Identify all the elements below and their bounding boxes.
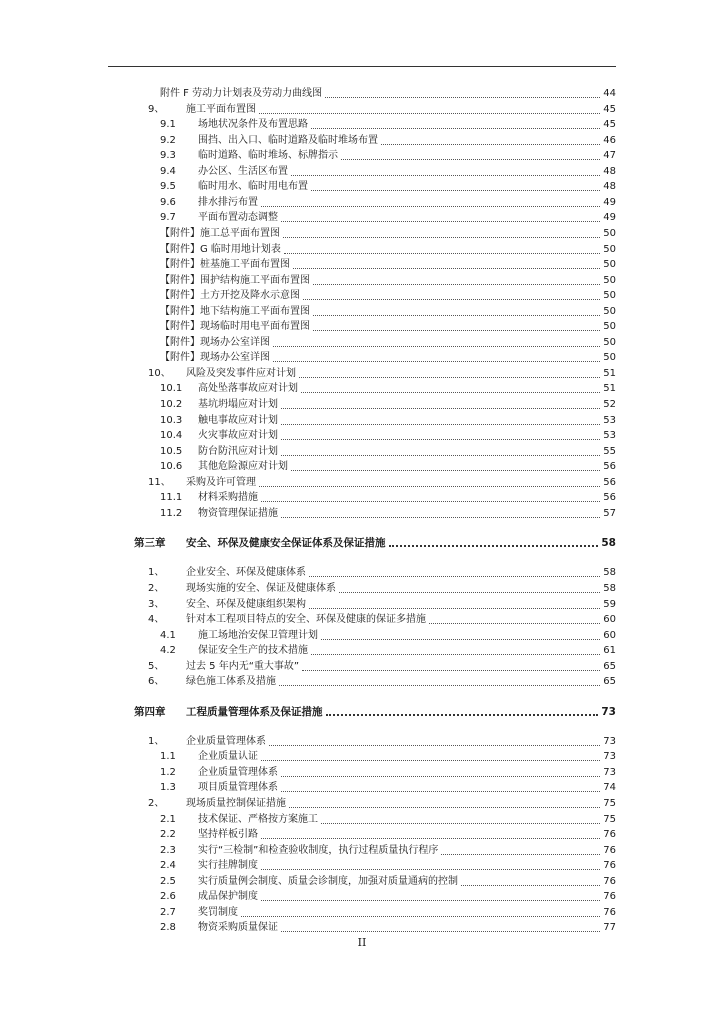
toc-entry-page: 52 xyxy=(603,399,616,410)
toc-entry-number: 2、 xyxy=(148,582,165,594)
toc-entry-title: 【附件】地下结构施工平面布置图 xyxy=(160,305,310,317)
toc-leader xyxy=(258,829,603,841)
toc-entry-page: 50 xyxy=(603,274,616,286)
toc-entry[interactable] xyxy=(0,751,616,767)
toc-entry-title: 其他危险源应对计划 xyxy=(198,461,288,473)
toc-entry-title: 办公区、生活区布置 xyxy=(198,165,288,177)
toc-entry-page: 50 xyxy=(603,336,616,348)
toc-entry-page: 76 xyxy=(603,829,616,841)
toc-entry-title: 针对本工程项目特点的安全、环保及健康的保证多措施 xyxy=(186,614,426,626)
toc-leader xyxy=(458,876,603,888)
toc-entry-page: 56 xyxy=(603,476,616,488)
toc-entry[interactable] xyxy=(0,197,616,213)
toc-entry[interactable] xyxy=(0,88,616,104)
toc-leader xyxy=(299,661,603,673)
toc-leader xyxy=(386,537,602,549)
toc-entry-title: 【附件】现场临时用电平面布置图 xyxy=(160,321,310,333)
toc-entry-title: 平面布置动态调整 xyxy=(198,212,278,224)
toc-leader xyxy=(270,337,603,349)
toc-entry-title: 临时道路、临时堆场、标牌指示 xyxy=(198,150,338,162)
toc-leader xyxy=(276,676,603,688)
toc-entry-number: 11.1 xyxy=(160,492,183,504)
toc-entry-page: 61 xyxy=(603,645,616,657)
toc-entry-title: 【附件】施工总平面布置图 xyxy=(160,227,280,239)
toc-entry-page: 56 xyxy=(603,492,616,504)
toc-entry[interactable] xyxy=(0,860,616,876)
toc-leader xyxy=(278,415,603,427)
toc-entry-title: 绿色施工体系及措施 xyxy=(186,676,276,688)
toc-leader xyxy=(336,583,603,595)
toc-entry-page: 75 xyxy=(603,798,616,809)
toc-entry[interactable] xyxy=(0,630,616,646)
toc-entry[interactable] xyxy=(0,368,616,384)
toc-leader xyxy=(278,508,603,520)
toc-entry-title: 企业质量管理体系 xyxy=(198,766,278,778)
toc-entry[interactable] xyxy=(0,446,616,462)
toc-entry-number: 9.4 xyxy=(160,165,176,177)
toc-entry-title: 【附件】现场办公室详图 xyxy=(160,336,270,348)
toc-entry-number: 9.6 xyxy=(160,196,176,208)
toc-entry-page: 50 xyxy=(603,227,616,239)
toc-entry-page: 73 xyxy=(603,751,616,763)
toc-chapter-entry[interactable] xyxy=(0,706,616,722)
toc-leader xyxy=(310,321,603,333)
toc-entry-page: 76 xyxy=(603,891,616,903)
toc-leader xyxy=(306,599,603,611)
toc-entry-number: 6、 xyxy=(148,676,165,688)
toc-entry-number: 1、 xyxy=(148,567,165,579)
toc-entry-title: 场地状况条件及布置思路 xyxy=(198,119,308,131)
toc-entry-page: 50 xyxy=(603,290,616,302)
toc-entry[interactable] xyxy=(0,567,616,583)
toc-entry-page: 49 xyxy=(603,212,616,224)
toc-entry-number: 9.2 xyxy=(160,134,176,146)
toc-entry-number: 10.2 xyxy=(160,399,183,410)
toc-leader xyxy=(296,368,603,380)
toc-entry-page: 50 xyxy=(603,243,616,255)
toc-entry-title: 安全、环保及健康安全保证体系及保证措施 xyxy=(186,537,386,550)
toc-leader xyxy=(310,306,603,318)
toc-entry-page: 50 xyxy=(603,321,616,333)
toc-leader xyxy=(278,922,603,934)
toc-entry-title: 现场实施的安全、保证及健康体系 xyxy=(186,582,336,594)
toc-entry-number: 9.7 xyxy=(160,212,176,224)
toc-entry-page: 49 xyxy=(603,196,616,208)
toc-entry-page: 47 xyxy=(603,150,616,162)
toc-entry[interactable] xyxy=(0,661,616,677)
toc-entry-page: 75 xyxy=(603,813,616,825)
toc-entry-number: 10.1 xyxy=(160,383,183,395)
toc-entry[interactable] xyxy=(0,461,616,477)
toc-entry[interactable] xyxy=(0,829,616,845)
toc-entry-page: 57 xyxy=(603,507,616,519)
toc-entry-title: 【附件】围护结构施工平面布置图 xyxy=(160,274,310,286)
toc-entry-title: 物资管理保证措施 xyxy=(198,507,278,519)
toc-entry-page: 55 xyxy=(603,445,616,457)
toc-entry-title: 【附件】桩基施工平面布置图 xyxy=(160,259,290,271)
toc-entry-number: 10.4 xyxy=(160,430,183,442)
toc-entry[interactable] xyxy=(0,583,616,599)
toc-entry-number: 9.3 xyxy=(160,150,176,162)
toc-entry[interactable] xyxy=(0,845,616,861)
toc-entry[interactable] xyxy=(0,244,616,260)
toc-entry-title: 风险及突发事件应对计划 xyxy=(186,367,296,379)
toc-leader xyxy=(278,446,603,458)
toc-entry-title: 施工平面布置图 xyxy=(186,103,256,115)
toc-entry-page: 51 xyxy=(603,383,616,395)
toc-leader xyxy=(298,383,603,395)
toc-entry[interactable] xyxy=(0,767,616,783)
toc-leader xyxy=(258,197,603,209)
page-number: II xyxy=(357,936,367,949)
toc-entry-page: 65 xyxy=(603,676,616,688)
toc-entry-number: 10.3 xyxy=(160,414,183,426)
toc-entry[interactable] xyxy=(0,104,616,120)
toc-entry-page: 53 xyxy=(603,414,616,426)
toc-entry-title: 【附件】土方开挖及降水示意图 xyxy=(160,290,300,302)
toc-entry-number: 4、 xyxy=(148,614,165,626)
toc-leader xyxy=(281,244,603,256)
toc-entry-number: 10、 xyxy=(148,367,171,379)
toc-leader xyxy=(256,104,603,116)
toc-entry-title: 采购及许可管理 xyxy=(186,476,256,488)
toc-entry-title: 成品保护制度 xyxy=(198,891,258,903)
toc-entry-page: 58 xyxy=(603,582,616,594)
toc-entry[interactable] xyxy=(0,181,616,197)
toc-entry[interactable] xyxy=(0,907,616,923)
toc-entry-title: 附件 F 劳动力计划表及劳动力曲线图 xyxy=(160,88,323,99)
toc-chapter-entry[interactable] xyxy=(0,537,616,553)
toc-leader xyxy=(308,181,603,193)
toc-entry-number: 10.6 xyxy=(160,461,183,473)
toc-entry-page: 53 xyxy=(603,430,616,442)
toc-entry-page: 48 xyxy=(603,181,616,193)
toc-leader xyxy=(286,798,603,810)
toc-leader xyxy=(258,492,603,504)
toc-entry-number: 1、 xyxy=(148,735,165,747)
toc-entry-page: 51 xyxy=(603,367,616,379)
toc-entry-page: 77 xyxy=(603,922,616,934)
toc-leader xyxy=(258,860,603,872)
toc-entry-title: 排水排污布置 xyxy=(198,196,258,208)
toc-entry[interactable] xyxy=(0,321,616,337)
toc-entry[interactable] xyxy=(0,275,616,291)
toc-entry-number: 1.3 xyxy=(160,782,176,794)
toc-entry-title: 触电事故应对计划 xyxy=(198,414,278,426)
toc-leader xyxy=(308,645,603,657)
toc-entry-page: 45 xyxy=(603,119,616,131)
toc-entry-title: 【附件】G 临时用地计划表 xyxy=(160,243,281,255)
toc-entry-title: 企业安全、环保及健康体系 xyxy=(186,567,306,579)
toc-leader xyxy=(438,845,603,857)
toc-entry-page: 45 xyxy=(603,103,616,115)
toc-entry-page: 56 xyxy=(603,461,616,473)
toc-entry-number: 2.1 xyxy=(160,813,176,825)
toc-entry[interactable] xyxy=(0,166,616,182)
toc-entry-title: 过去 5 年内无“重大事故” xyxy=(186,660,300,672)
toc-entry-number: 1.1 xyxy=(160,751,176,763)
toc-leader xyxy=(288,461,603,473)
header-rule xyxy=(108,66,616,67)
toc-entry-number: 10.5 xyxy=(160,445,183,457)
toc-entry-number: 2.8 xyxy=(160,922,176,934)
toc-leader xyxy=(278,430,603,442)
toc-entry[interactable] xyxy=(0,290,616,306)
toc-entry[interactable] xyxy=(0,676,616,692)
toc-entry-page: 76 xyxy=(603,860,616,872)
toc-entry-page: 76 xyxy=(603,844,616,856)
toc-entry-title: 技术保证、严格按方案施工 xyxy=(198,813,318,825)
toc-entry[interactable] xyxy=(0,430,616,446)
toc-entry-number: 2.6 xyxy=(160,891,176,903)
toc-entry[interactable] xyxy=(0,259,616,275)
toc-entry-number: 5、 xyxy=(148,660,165,672)
toc-entry-number: 4.2 xyxy=(160,645,176,657)
toc-entry-number: 2.7 xyxy=(160,906,176,918)
toc-entry[interactable] xyxy=(0,614,616,630)
toc-entry-number: 2.5 xyxy=(160,875,176,887)
toc-entry-page: 58 xyxy=(603,567,616,579)
toc-leader xyxy=(266,736,603,748)
toc-entry[interactable] xyxy=(0,876,616,892)
toc-leader xyxy=(256,477,603,489)
toc-leader xyxy=(306,567,603,579)
toc-entry-page: 46 xyxy=(603,134,616,146)
toc-entry-title: 实行“三检制”和检查验收制度，执行过程质量执行程序 xyxy=(198,844,439,856)
toc-entry-title: 高处坠落事故应对计划 xyxy=(198,383,298,395)
toc-entry-page: 73 xyxy=(603,735,616,747)
toc-entry-title: 基坑坍塌应对计划 xyxy=(198,399,278,410)
toc-leader xyxy=(280,228,603,240)
toc-entry[interactable] xyxy=(0,645,616,661)
toc-entry-number: 3、 xyxy=(148,598,165,610)
toc-entry-title: 企业质量认证 xyxy=(198,751,258,763)
toc-entry-page: 50 xyxy=(603,352,616,364)
toc-entry-title: 施工场地治安保卫管理计划 xyxy=(198,629,318,641)
toc-entry-page: 60 xyxy=(603,629,616,641)
toc-entry-title: 坚持样板引路 xyxy=(198,829,258,841)
toc-entry-page: 50 xyxy=(603,305,616,317)
toc-entry-page: 60 xyxy=(603,614,616,626)
toc-entry-number: 2、 xyxy=(148,798,165,809)
toc-entry[interactable] xyxy=(0,891,616,907)
toc-entry-title: 保证安全生产的技术措施 xyxy=(198,645,308,657)
toc-entry[interactable] xyxy=(0,415,616,431)
toc-entry-title: 项目质量管理体系 xyxy=(198,782,278,794)
toc-leader xyxy=(278,399,603,411)
toc-entry-page: 74 xyxy=(603,782,616,794)
toc-leader xyxy=(278,782,603,794)
toc-entry-title: 防台防汛应对计划 xyxy=(198,445,278,457)
toc-entry-number: 第四章 xyxy=(134,705,166,718)
toc-entry-page: 50 xyxy=(603,259,616,271)
toc-entry[interactable] xyxy=(0,782,616,798)
toc-entry-title: 工程质量管理体系及保证措施 xyxy=(186,705,323,718)
toc-leader xyxy=(322,88,603,100)
toc-leader xyxy=(288,166,603,178)
toc-leader xyxy=(238,907,603,919)
toc-entry[interactable] xyxy=(0,150,616,166)
toc-entry-title: 材料采购措施 xyxy=(198,492,258,504)
toc-entry-number: 1.2 xyxy=(160,766,176,778)
toc-leader xyxy=(308,119,603,131)
toc-entry[interactable] xyxy=(0,798,616,814)
toc-leader xyxy=(426,614,603,626)
toc-entry-number: 11.2 xyxy=(160,507,183,519)
toc-leader xyxy=(323,706,602,718)
toc-leader xyxy=(290,259,603,271)
toc-entry-page: 76 xyxy=(603,906,616,918)
toc-leader xyxy=(258,891,603,903)
toc-entry-title: 物资采购质量保证 xyxy=(198,922,278,934)
toc-entry-title: 奖罚制度 xyxy=(198,906,238,918)
toc-leader xyxy=(258,751,603,763)
toc-entry[interactable] xyxy=(0,383,616,399)
toc-leader xyxy=(318,814,603,826)
toc-entry-number: 11、 xyxy=(148,476,171,488)
toc-entry-page: 65 xyxy=(603,660,616,672)
toc-entry-page: 48 xyxy=(603,165,616,177)
toc-leader xyxy=(278,212,603,224)
toc-entry-page: 44 xyxy=(603,88,616,99)
toc-entry-page: 59 xyxy=(603,598,616,610)
toc-entry-number: 2.4 xyxy=(160,860,176,872)
toc-entry-page: 76 xyxy=(603,875,616,887)
toc-entry-number: 9.1 xyxy=(160,119,176,131)
toc-leader xyxy=(338,150,603,162)
toc-entry-title: 实行质量例会制度、质量会诊制度，加强对质量通病的控制 xyxy=(198,875,458,887)
toc-entry-page: 73 xyxy=(601,705,616,718)
toc-entry[interactable] xyxy=(0,399,616,415)
toc-entry[interactable] xyxy=(0,492,616,508)
toc-entry[interactable] xyxy=(0,599,616,615)
toc-leader xyxy=(278,767,603,779)
toc-entry[interactable] xyxy=(0,119,616,135)
toc-entry-title: 安全、环保及健康组织架构 xyxy=(186,598,306,610)
toc-entry-page: 58 xyxy=(601,537,616,550)
toc-entry-title: 围挡、出入口、临时道路及临时堆场布置 xyxy=(198,134,378,146)
toc-entry-number: 9、 xyxy=(148,103,165,115)
toc-entry[interactable] xyxy=(0,228,616,244)
toc-entry-title: 【附件】现场办公室详图 xyxy=(160,352,270,364)
toc-entry-page: 73 xyxy=(603,766,616,778)
toc-entry-number: 第三章 xyxy=(134,537,166,550)
toc-entry[interactable] xyxy=(0,337,616,353)
toc-entry[interactable] xyxy=(0,135,616,151)
toc-entry[interactable] xyxy=(0,352,616,368)
toc-leader xyxy=(310,275,603,287)
toc-leader xyxy=(378,135,603,147)
toc-entry-number: 2.2 xyxy=(160,829,176,841)
toc-leader xyxy=(318,630,603,642)
toc-entry[interactable] xyxy=(0,736,616,752)
toc-entry[interactable] xyxy=(0,508,616,524)
toc-leader xyxy=(270,352,603,364)
toc-entry-title: 火灾事故应对计划 xyxy=(198,430,278,442)
toc-entry-title: 企业质量管理体系 xyxy=(186,735,266,747)
toc-entry[interactable] xyxy=(0,477,616,493)
toc-entry[interactable] xyxy=(0,212,616,228)
toc-entry-number: 4.1 xyxy=(160,629,176,641)
toc-entry[interactable] xyxy=(0,306,616,322)
toc-entry-number: 9.5 xyxy=(160,181,176,193)
toc-leader xyxy=(300,290,603,302)
toc-entry-title: 现场质量控制保证措施 xyxy=(186,798,286,809)
toc-entry[interactable] xyxy=(0,814,616,830)
toc-entry-number: 2.3 xyxy=(160,844,176,856)
toc-entry-title: 临时用水、临时用电布置 xyxy=(198,181,308,193)
toc-entry-title: 实行挂牌制度 xyxy=(198,860,258,872)
